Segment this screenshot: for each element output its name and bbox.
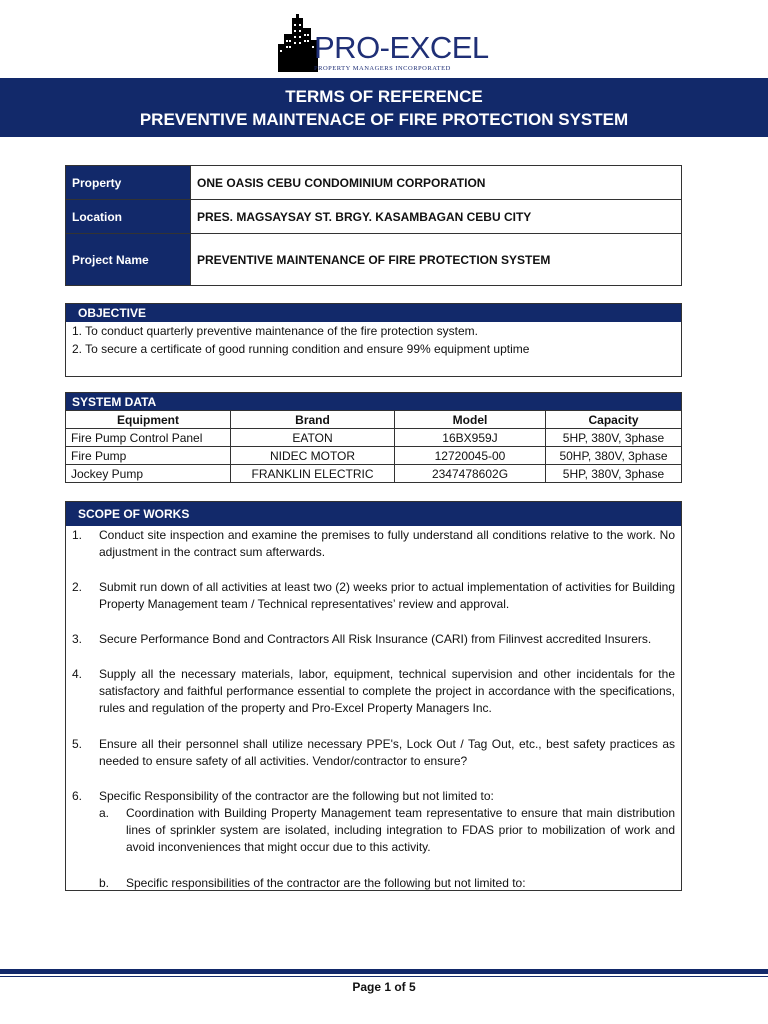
system-data-section bbox=[65, 392, 682, 411]
table-cell: EATON bbox=[231, 429, 395, 447]
table-row bbox=[66, 447, 682, 465]
sub-item-letter: a. bbox=[99, 806, 110, 820]
page-number: Page 1 of 5 bbox=[352, 980, 416, 994]
table-cell: 16BX959J bbox=[395, 429, 546, 447]
location-label: Location bbox=[66, 200, 191, 234]
footer-divider-thin bbox=[0, 976, 768, 977]
item-text: Specific Responsibility of the contractor are the following but not limited to: bbox=[99, 789, 494, 803]
building-skyline-icon bbox=[278, 14, 318, 72]
column-header: Equipment bbox=[66, 411, 231, 429]
objective-line: 1. To conduct quarterly preventive maintenance of the fire protection system. bbox=[72, 324, 478, 338]
system-data-heading: SYSTEM DATA bbox=[66, 393, 681, 411]
item-number: 4. bbox=[72, 667, 83, 681]
table-cell: 50HP, 380V, 3phase bbox=[546, 447, 682, 465]
table-cell: 5HP, 380V, 3phase bbox=[546, 429, 682, 447]
table-row bbox=[66, 429, 682, 447]
table-row bbox=[66, 465, 682, 483]
footer-divider bbox=[0, 969, 768, 974]
item-text: Ensure all their personnel shall utilize necessary PPE's, Lock Out / Tag Out, etc., best safety practices as needed to ensure safety of all activities. Vendor/contractor to ensure? bbox=[99, 737, 675, 768]
table-cell: Fire Pump Control Panel bbox=[66, 429, 231, 447]
item-text: Secure Performance Bond and Contractors All Risk Insurance (CARI) from Filinvest accredited Insurers. bbox=[99, 632, 652, 646]
table-cell: Jockey Pump bbox=[66, 465, 231, 483]
table-cell: 5HP, 380V, 3phase bbox=[546, 465, 682, 483]
project-name-row bbox=[66, 234, 682, 286]
item-number: 1. bbox=[72, 528, 83, 542]
sub-item-text: Specific responsibilities of the contractor are the following but not limited to: bbox=[126, 876, 526, 890]
document-header bbox=[0, 78, 768, 137]
logo-brand-text: PRO-EXCEL bbox=[314, 30, 489, 65]
project-name-value: PREVENTIVE MAINTENANCE OF FIRE PROTECTION SYSTEM bbox=[191, 234, 682, 286]
column-header: Brand bbox=[231, 411, 395, 429]
sub-item-text: Coordination with Building Property Management team representative to ensure that main distribution lines of sprinkler system are isolated, including integration to FDAS prior to mobilization of work and avoid inconveniences that might occur due to this activity. bbox=[126, 806, 675, 854]
system-data-table bbox=[65, 410, 682, 483]
table-header-row bbox=[66, 411, 682, 429]
company-logo bbox=[278, 14, 493, 72]
item-number: 5. bbox=[72, 737, 83, 751]
objective-section bbox=[65, 303, 682, 377]
table-cell: 12720045-00 bbox=[395, 447, 546, 465]
table-cell: FRANKLIN ELECTRIC bbox=[231, 465, 395, 483]
table-cell: NIDEC MOTOR bbox=[231, 447, 395, 465]
location-value: PRES. MAGSAYSAY ST. BRGY. KASAMBAGAN CEBU CITY bbox=[191, 200, 682, 234]
document-subtitle: PREVENTIVE MAINTENACE OF FIRE PROTECTION SYSTEM bbox=[139, 110, 629, 129]
location-row bbox=[66, 200, 682, 234]
column-header: Model bbox=[395, 411, 546, 429]
item-number: 3. bbox=[72, 632, 83, 646]
item-text: Supply all the necessary materials, labor, equipment, technical supervision and other incidentals for the satisfactory and faithful performance essential to complete the project in accordance with the specifications, rules and regulation of the property and Pro-Excel Property Managers Inc. bbox=[99, 667, 675, 715]
logo-tagline: PROPERTY MANAGERS INCORPORATED bbox=[314, 65, 451, 72]
project-name-label: Project Name bbox=[66, 234, 191, 286]
objective-body bbox=[66, 322, 681, 358]
scope-heading: SCOPE OF WORKS bbox=[66, 502, 681, 526]
property-row bbox=[66, 166, 682, 200]
item-text: Conduct site inspection and examine the premises to fully understand all conditions relative to the work. No adjustment in the contract sum afterwards. bbox=[99, 528, 675, 559]
column-header: Capacity bbox=[546, 411, 682, 429]
item-number: 2. bbox=[72, 580, 83, 594]
item-text: Submit run down of all activities at least two (2) weeks prior to actual implementation of activities for Building Property Management team / Technical representatives’ review and approval. bbox=[99, 580, 675, 611]
property-label: Property bbox=[66, 166, 191, 200]
property-value: ONE OASIS CEBU CONDOMINIUM CORPORATION bbox=[191, 166, 682, 200]
property-info-table bbox=[65, 165, 682, 286]
table-cell: 2347478602G bbox=[395, 465, 546, 483]
objective-heading: OBJECTIVE bbox=[66, 304, 681, 322]
objective-line: 2. To secure a certificate of good running condition and ensure 99% equipment uptime bbox=[72, 342, 530, 356]
item-number: 6. bbox=[72, 789, 83, 803]
sub-item-letter: b. bbox=[99, 876, 110, 890]
table-cell: Fire Pump bbox=[66, 447, 231, 465]
document-title: TERMS OF REFERENCE bbox=[285, 87, 483, 106]
